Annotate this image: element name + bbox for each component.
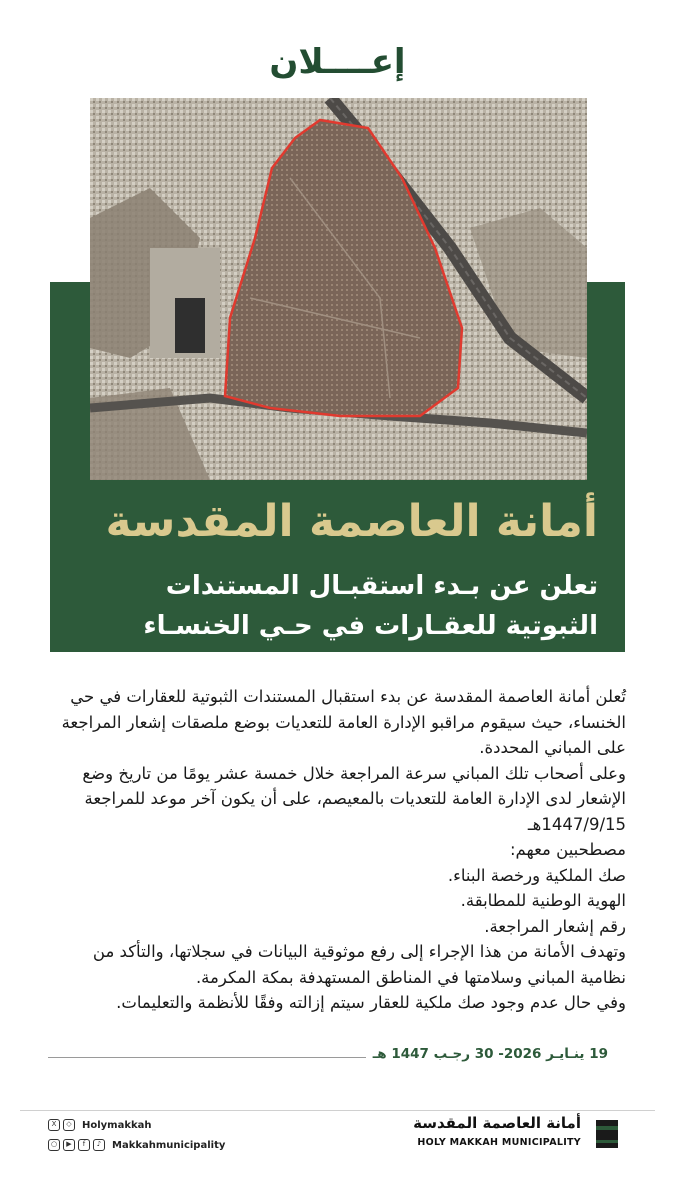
x-icon: X: [48, 1119, 60, 1131]
snapchat-icon: ◇: [63, 1119, 75, 1131]
tiktok-icon: ♪: [93, 1139, 105, 1151]
footer-divider: [20, 1110, 655, 1111]
social-handles: [48, 1116, 308, 1156]
subheading-line-1: تعلن عن بـدء استقبـال المستندات: [165, 571, 598, 601]
municipality-logo: [387, 1112, 627, 1156]
instagram-icon: ○: [48, 1139, 60, 1151]
municipality-heading: أمانة العاصمة المقدسة: [105, 496, 598, 547]
announcement-date: 19 ينـايـر 2026- 30 رجـب 1447 هـ: [372, 1046, 608, 1062]
youtube-icon: ▶: [63, 1139, 75, 1151]
announcement-body: [46, 684, 626, 1016]
date-row: [48, 1046, 608, 1066]
social-row: [48, 1116, 308, 1134]
body-paragraph: مصطحبين معهم:: [509, 840, 626, 859]
social-handle[interactable]: Holymakkah: [82, 1119, 152, 1131]
required-document-item: الهوية الوطنية للمطابقة.: [460, 891, 626, 910]
body-paragraph: وعلى أصحاب تلك المباني سرعة المراجعة خلال خمسة عشر يومًا من تاريخ وضع الإشعار لدى الإدارة العامة للتعديات بالمعيصم، على أن يكون آخر موعد للمراجعة 1447/9/15هـ: [82, 763, 626, 834]
announcement-subheading: [50, 566, 598, 646]
body-paragraph: تُعلن أمانة العاصمة المقدسة عن بدء استقبال المستندات الثبوتية للعقارات في حي الخنساء، حيث سيقوم مراقبو الإدارة العامة للتعديات بوضع ملصقات إشعار المراجعة على المباني المحددة.: [61, 687, 626, 757]
kaaba-emblem-icon: [587, 1114, 627, 1154]
social-row: [48, 1136, 308, 1154]
map-graphic: [90, 98, 587, 480]
facebook-icon: f: [78, 1139, 90, 1151]
subheading-line-2: الثبوتية للعقـارات في حـي الخنسـاء: [143, 611, 598, 641]
satellite-map: [90, 98, 587, 480]
announcement-title: إعــــلان: [269, 42, 406, 82]
required-document-item: صك الملكية ورخصة البناء.: [447, 865, 626, 885]
body-paragraph: وتهدف الأمانة من هذا الإجراء إلى رفع موثوقية البيانات في سجلاتها، والتأكد من نظامية المباني وسلامتها في المناطق المستهدفة بمكة المكرمة.: [92, 942, 626, 987]
body-paragraph: وفي حال عدم وجود صك ملكية للعقار سيتم إزالته وفقًا للأنظمة والتعليمات.: [116, 993, 626, 1012]
social-handle[interactable]: Makkahmunicipality: [112, 1139, 226, 1151]
logo-english-name: HOLY MAKKAH MUNICIPALITY: [417, 1137, 581, 1148]
required-document-item: رقم إشعار المراجعة.: [484, 916, 626, 936]
date-divider: [48, 1057, 366, 1058]
logo-arabic-name: أمانة العاصمة المقدسة: [413, 1114, 581, 1132]
